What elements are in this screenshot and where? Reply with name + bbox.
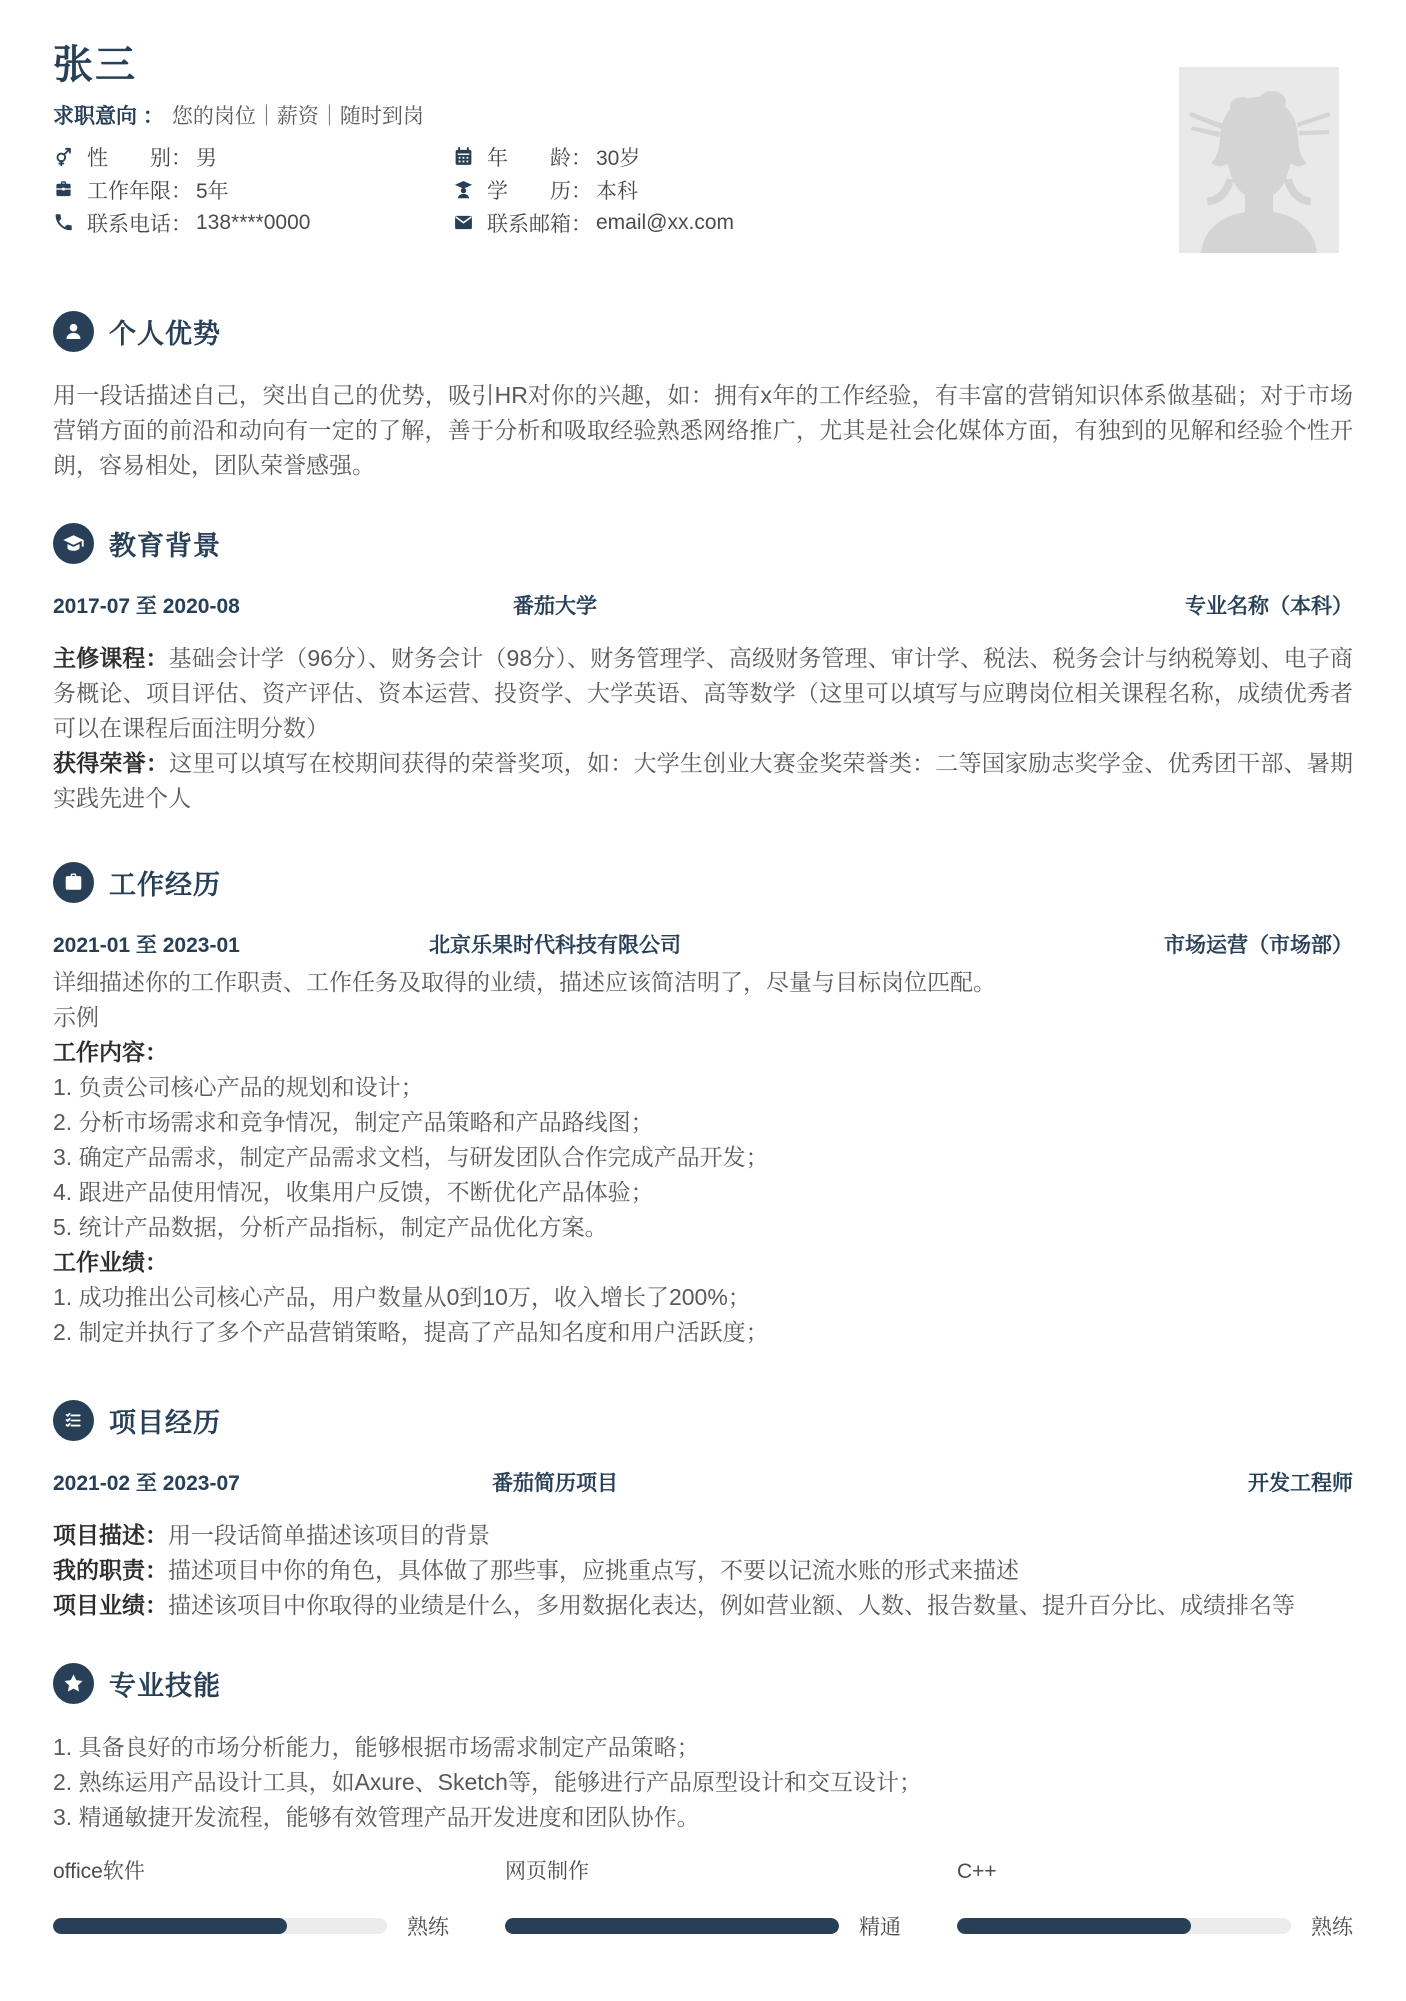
project-detail-line: 项目业绩：描述该项目中你取得的业绩是什么，多用数据化表达，例如营业额、人数、报告数量、提升百分比、成绩排名等 bbox=[53, 1592, 1295, 1618]
skill-line: 1. 具备良好的市场分析能力，能够根据市场需求制定产品策略； bbox=[53, 1734, 700, 1760]
info-label: 联系电话： bbox=[87, 212, 192, 236]
info-label: 联系邮箱： bbox=[487, 212, 592, 236]
work-line: 3. 确定产品需求，制定产品需求文档，与研发团队合作完成产品开发； bbox=[53, 1144, 769, 1170]
info-value: 5年 bbox=[196, 179, 229, 203]
project-detail-label: 项目业绩： bbox=[53, 1592, 168, 1618]
section-title-advantage: 个人优势 bbox=[109, 319, 221, 349]
skill-bar-track bbox=[957, 1918, 1291, 1934]
info-label: 工作年限： bbox=[87, 179, 192, 203]
education-major: 专业名称（本科） bbox=[1185, 595, 1353, 618]
mail-icon bbox=[453, 212, 474, 233]
education-details bbox=[53, 641, 1353, 816]
education-detail-label: 获得荣誉： bbox=[53, 750, 170, 776]
skill-bar-fill bbox=[53, 1918, 287, 1934]
skill-bar-track bbox=[505, 1918, 839, 1934]
education-period: 2017-07 至 2020-08 bbox=[53, 595, 240, 618]
briefcase-icon bbox=[53, 179, 74, 200]
section-project-experience bbox=[53, 1400, 1353, 1623]
work-line: 2. 制定并执行了多个产品营销策略，提高了产品知名度和用户活跃度； bbox=[53, 1319, 769, 1345]
skill-level-label: 精通 bbox=[859, 1916, 901, 1939]
work-line: 工作内容： bbox=[53, 1039, 168, 1065]
skills-bars bbox=[53, 1857, 1353, 1941]
education-entry-row bbox=[53, 592, 1353, 622]
skill-bar-fill bbox=[505, 1918, 839, 1934]
candidate-name: 张三 bbox=[53, 43, 137, 87]
project-detail-label: 我的职责： bbox=[53, 1557, 168, 1583]
section-work-experience bbox=[53, 862, 1353, 1350]
graduation-cap-icon bbox=[53, 523, 94, 564]
job-intent-label: 求职意向 ： bbox=[53, 105, 164, 128]
education-detail-line: 主修课程：基础会计学（96分）、财务会计（98分）、财务管理学、高级财务管理、审计学、税法、税务会计与纳税筹划、电子商务概论、项目评估、资产评估、资本运营、投资学、大学英语、高等数学（这里可以填写与应聘岗位相关课程名称，成绩优秀者可以在课程后面注明分数） bbox=[53, 645, 1354, 741]
project-period: 2021-02 至 2023-07 bbox=[53, 1472, 240, 1495]
info-value: 本科 bbox=[596, 179, 638, 203]
work-line: 工作业绩： bbox=[53, 1249, 168, 1275]
briefcase-icon bbox=[53, 862, 94, 903]
list-icon bbox=[53, 1400, 94, 1441]
info-value: 138****0000 bbox=[196, 210, 311, 234]
section-header-project bbox=[53, 1400, 1353, 1441]
section-professional-skills bbox=[53, 1663, 1353, 1941]
section-title-work: 工作经历 bbox=[109, 870, 221, 900]
skill-bar-fill bbox=[957, 1918, 1191, 1934]
skill-bar-track bbox=[53, 1918, 387, 1934]
project-detail-line: 项目描述：用一段话简单描述该项目的背景 bbox=[53, 1522, 490, 1548]
project-detail-line: 我的职责：描述项目中你的角色，具体做了那些事，应挑重点写，不要以记流水账的形式来描述 bbox=[53, 1557, 1019, 1583]
education-detail-label: 主修课程： bbox=[53, 645, 169, 671]
work-line: 5. 统计产品数据，分析产品指标，制定产品优化方案。 bbox=[53, 1214, 608, 1240]
profile-photo-silhouette bbox=[1179, 67, 1339, 253]
work-line: 4. 跟进产品使用情况，收集用户反馈，不断优化产品体验； bbox=[53, 1179, 654, 1205]
info-label: 年 龄： bbox=[487, 146, 592, 170]
gender-icon bbox=[53, 146, 74, 167]
section-title-skills: 专业技能 bbox=[109, 1671, 221, 1701]
work-line: 1. 成功推出公司核心产品，用户数量从0到10万，收入增长了200%； bbox=[53, 1284, 751, 1310]
project-detail-label: 项目描述： bbox=[53, 1522, 168, 1548]
skill-name: 网页制作 bbox=[505, 1860, 589, 1883]
calendar-icon bbox=[453, 146, 474, 167]
project-details bbox=[53, 1518, 1353, 1623]
info-item bbox=[53, 206, 453, 239]
info-label: 学 历： bbox=[487, 179, 592, 203]
skill-item bbox=[505, 1857, 901, 1941]
section-header-education bbox=[53, 523, 1353, 564]
graduate-icon bbox=[453, 179, 474, 200]
info-label: 性 别： bbox=[87, 146, 192, 170]
phone-icon bbox=[53, 212, 74, 233]
profile-photo bbox=[1179, 67, 1339, 253]
section-personal-advantage bbox=[53, 311, 1353, 483]
section-header-skills bbox=[53, 1663, 1353, 1704]
skill-line: 2. 熟练运用产品设计工具，如Axure、Sketch等，能够进行产品原型设计和交互设计； bbox=[53, 1769, 922, 1795]
skill-name: C++ bbox=[957, 1860, 997, 1883]
skills-list bbox=[53, 1730, 1353, 1835]
job-intent bbox=[53, 102, 1353, 132]
skill-level-label: 熟练 bbox=[407, 1916, 449, 1939]
work-description-lines bbox=[53, 965, 1353, 1350]
skill-level-label: 熟练 bbox=[1311, 1916, 1353, 1939]
skill-bar-row bbox=[53, 1911, 449, 1941]
advantage-text: 用一段话描述自己，突出自己的优势，吸引HR对你的兴趣，如：拥有x年的工作经验，有丰富的营销知识体系做基础；对于市场营销方面的前沿和动向有一定的了解，善于分析和吸取经验熟悉网络推广，尤其是社会化媒体方面，有独到的见解和经验个性开朗，容易相处，团队荣誉感强。 bbox=[53, 382, 1353, 478]
project-name: 番茄简历项目 bbox=[492, 1472, 618, 1495]
work-entry-row bbox=[53, 931, 1353, 961]
work-company: 北京乐果时代科技有限公司 bbox=[429, 934, 681, 957]
info-item bbox=[53, 173, 453, 206]
star-icon bbox=[53, 1663, 94, 1704]
section-header-advantage bbox=[53, 311, 1353, 352]
education-school: 番茄大学 bbox=[513, 595, 597, 618]
info-value: email@xx.com bbox=[596, 210, 735, 234]
work-line: 示例 bbox=[53, 1004, 99, 1030]
basic-info-grid bbox=[53, 140, 1353, 239]
person-icon bbox=[53, 311, 94, 352]
project-role: 开发工程师 bbox=[1248, 1472, 1353, 1495]
skill-name: office软件 bbox=[53, 1860, 145, 1883]
info-value: 男 bbox=[196, 146, 217, 170]
work-period: 2021-01 至 2023-01 bbox=[53, 934, 240, 957]
work-position: 市场运营（市场部） bbox=[1164, 934, 1353, 957]
education-detail-line: 获得荣誉：这里可以填写在校期间获得的荣誉奖项，如：大学生创业大赛金奖荣誉类：二等国家励志奖学金、优秀团干部、暑期实践先进个人 bbox=[53, 750, 1354, 811]
skill-item bbox=[957, 1857, 1353, 1941]
work-line: 1. 负责公司核心产品的规划和设计； bbox=[53, 1074, 424, 1100]
work-line: 详细描述你的工作职责、工作任务及取得的业绩，描述应该简洁明了，尽量与目标岗位匹配。 bbox=[53, 969, 996, 995]
section-education bbox=[53, 523, 1353, 816]
job-intent-value: 您的岗位｜薪资｜随时到岗 bbox=[171, 105, 424, 128]
info-item bbox=[53, 140, 453, 173]
section-title-project: 项目经历 bbox=[109, 1408, 221, 1438]
work-line: 2. 分析市场需求和竞争情况，制定产品策略和产品路线图； bbox=[53, 1109, 654, 1135]
info-value: 30岁 bbox=[596, 146, 641, 170]
skill-bar-row bbox=[957, 1911, 1353, 1941]
project-entry-row bbox=[53, 1469, 1353, 1499]
skill-line: 3. 精通敏捷开发流程，能够有效管理产品开发进度和团队协作。 bbox=[53, 1804, 700, 1830]
section-header-work bbox=[53, 862, 1353, 903]
skill-bar-row bbox=[505, 1911, 901, 1941]
skill-item bbox=[53, 1857, 449, 1941]
section-title-education: 教育背景 bbox=[109, 531, 221, 561]
